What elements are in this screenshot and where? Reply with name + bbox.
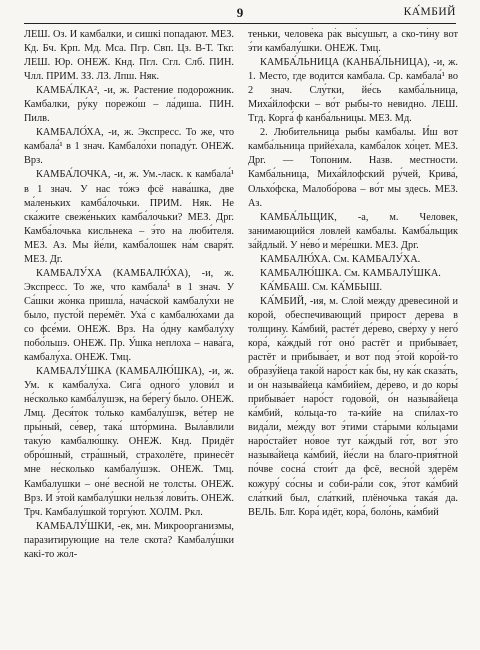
right-entry-4: КАМБАЛЮ́ХА. См. КАМБАЛУ́ХА. bbox=[260, 253, 421, 265]
right-entry-2: 2. Любительница рыбы камбалы. И́ш вот камба́льница прийе́хала, камба́лок хо́цет. МЕЗ. Дрг. — Топоним. Назв. местности. Камба́льница, Миха́йлофский ру́чей, Крива́, Ольхо́фска, Малобо́рова – во́т мы здесь. МЕЗ. Аз. bbox=[248, 127, 458, 209]
page-header bbox=[24, 5, 456, 24]
left-entry-5: КАМБАЛУ́ШКА (КАМБАЛЮ́ШКА), -и, ж. Ум. к камбалу́ха. Сига́ одного́ улови́л и не́сколько камба́лушэк, на бе́регу́ было. ОНЕЖ. Лмц. Деся́ток то́лько камбалу́шэк, ве́тер не пры́ный, се́вер, така́ што́рмина. Выла́влили таку́ю камбалю́шку. ОНЕЖ. Кнд. Придёт обро́шный, стра́шный, страхолёте, принесёт мне не́сколько камбалу́шэк. ОНЕЖ. Тмц. Камбалушки – оне́ весно́й не толсты. ОНЕЖ. Врз. И э́той камбалу́шки нельзя́ лови́ть. ОНЕЖ. Трч. Камбалу́шкой торгу́ют. ХОЛМ. Ркл. bbox=[24, 366, 234, 518]
right-entry-1: КАМБА́ЛЬНИЦА (КАНБА́ЛЬНИЦА), -и, ж. 1. Место, где водится камбала. Ср. камбала́¹ во 2 знач. Слу́тки, йе́сь камба́льница, Миха́йлофски – во́т рыбы-то невидно. ЛЕШ. Тгд. Корга́ ф канба́льницы. МЕЗ. Мд. bbox=[248, 57, 458, 125]
left-entry-4: КАМБАЛУ́ХА (КАМБАЛЮ́ХА), -и, ж. Экспресс. То же, что камбала́¹ в 1 знач. У Са́шки жо́нка пришла́, нача́ской камбалу́хи не было, пусто́й пере́мёт. Уха́ с камбалю́хами да со фсе́ми. ОНЕЖ. Врз. На о́дну камбалу́ху побо́льшэ. ОНЕЖ. Пр. У́шка неплоха – нава́га, камбалу́ха. ОНЕЖ. Тмц. bbox=[24, 267, 234, 364]
right-entry-5: КАМБАЛЮ́ШКА. См. КАМБАЛУ́ШКА. bbox=[260, 267, 441, 279]
left-entry-1: КАМБА́ЛКА², -и, ж. Растение подорожник. Камбалки, ру́ку порежо́ш – ла́диша. ПИН. Пилв. bbox=[24, 85, 234, 125]
right-column bbox=[248, 28, 458, 646]
right-entry-0: теньки, челове́ка ра́к вы́сушыт, а ско-ти́ну вот э́ти камбалу́шки. ОНЕЖ. Тмц. bbox=[248, 29, 458, 55]
right-entry-7: КА́МБИЙ, -ия, м. Слой между древесиной и корой, обеспечивающий прирост дерева в толщину. Ка́мбий, расте́т де́рево, све́рху у него́ кора́, ка́ждый го́т оно́ растёт и прибыва́ет, растёт и прибыва́ет, и вот под э́той коро́й-то образу́йеца тако́й наро́ст ка́к бы, ну ка́к сказа́ть, и о́н называ́йеца ка́мбийем, де́рево, и до коры́ прибыва́ет наро́ст годово́й, о́н называ́йеца ка́мбий, ко́льца-то та-ки́йе на спи́лах-то вида́ли, ме́жду вот э́тими ста́рыми ко́льцами наро́стайет но́вое тут ка́ждый го́т, вот э́то называ́йеца ка́мбий, йе́сли на благо-прия́тной по́чве сосна́ стои́т да фсё, весно́й здерём кожуру́ со́сны и соби-ра́ли сок, э́тот ка́мбий сла́ткий был, сла́ткий, плёночька така́я да. ВЕЛЬ. Блг. Кора́ идёт, кора́, боло́нь, ка́мбий bbox=[248, 295, 458, 518]
right-entry-6: КА́МБАШ. См. КА́МБЫШ. bbox=[260, 281, 383, 293]
running-head: КА́МБИЙ bbox=[403, 6, 456, 18]
right-entry-3: КАМБА́ЛЬЩИК, -а, м. Человек, занимающийся ловлей камбалы. Камба́льщик за́йдлый. У не́во́ и ме́ре́шки. МЕЗ. Дрг. bbox=[248, 211, 458, 251]
left-entry-3: КАМБА́ЛОЧКА, -и, ж. Ум.-ласк. к камбала́¹ в 1 знач. У нас то́жэ фсё нава́шка, две ма́леньких камба́лочьки. ПРИМ. Няк. Не ска́жите свеже́ньких камба́лочьки? МЕЗ. Дрг. Камба́лочька кисльнека – э́то на люби́теля. МЕЗ. Аз. Мы йе́ли, камба́лошек на́м сваря́т. МЕЗ. Дг. bbox=[24, 169, 234, 265]
left-column bbox=[24, 28, 234, 646]
left-entry-0: ЛЕШ. Оз. И камбалки, и сишкі попадают. МЕЗ. Кд. Бч. Крп. Мд. Мса. Пгр. Свп. Цз. В-Т. Ткг. ЛЕШ. Юр. ОНЕЖ. Кнд. Пгл. Сгл. Слб. ПИН. Члл. ПРИМ. ЗЗ. ЛЗ. Лпш. Няк. bbox=[24, 29, 234, 83]
page-number: 9 bbox=[236, 5, 244, 20]
left-entry-6: КАМБАЛУ́ШКИ, -ек, мн. Микроорганизмы, паразитирующие на теле скота? Камбалу́шки какі-то жо́л- bbox=[24, 520, 234, 560]
left-entry-2: КАМБАЛО́ХА, -и, ж. Экспресс. То же, что камбала́¹ в 1 знач. Камбало́хи попаду́т. ОНЕЖ. Врз. bbox=[24, 127, 234, 167]
